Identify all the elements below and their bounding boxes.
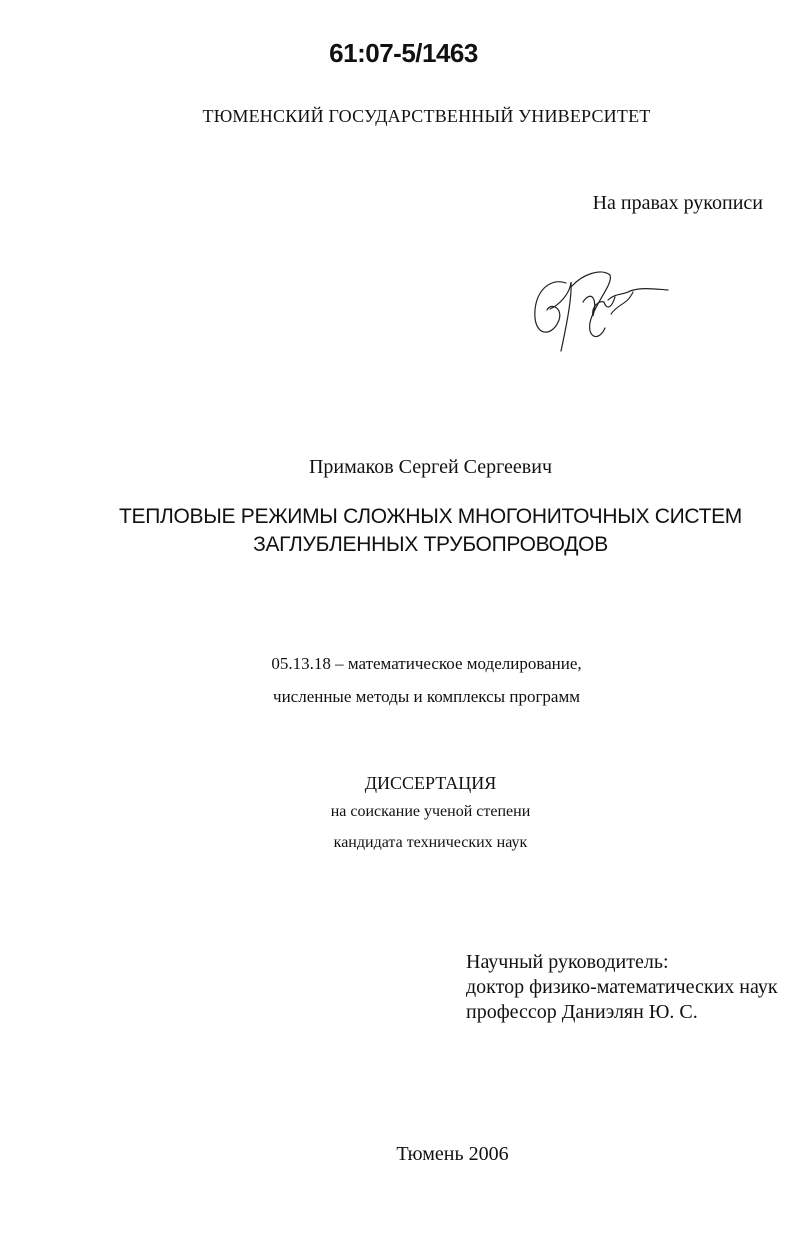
handwritten-signature-icon bbox=[525, 262, 675, 362]
specialty bbox=[30, 647, 793, 713]
supervisor-name: профессор Даниэлян Ю. С. bbox=[466, 1001, 698, 1023]
city-year: Тюмень 2006 bbox=[396, 1143, 509, 1165]
degree-block bbox=[34, 770, 793, 858]
title-line: ТЕПЛОВЫЕ РЕЖИМЫ СЛОЖНЫХ МНОГОНИТОЧНЫХ СИСТЕМ bbox=[119, 505, 742, 528]
supervisor-degree: доктор физико-математических наук bbox=[466, 976, 778, 998]
specialty-line: 05.13.18 – математическое моделирование, bbox=[271, 654, 582, 673]
title-line: ЗАГЛУБЛЕННЫХ ТРУБОПРОВОДОВ bbox=[253, 533, 608, 556]
supervisor-heading: Научный руководитель: bbox=[466, 951, 669, 973]
degree-line: на соискание ученой степени bbox=[330, 803, 531, 820]
supervisor-block bbox=[466, 950, 778, 1025]
degree-heading: ДИССЕРТАЦИЯ bbox=[364, 773, 497, 793]
dissertation-title bbox=[34, 503, 793, 559]
university-name: ТЮМЕНСКИЙ ГОСУДАРСТВЕННЫЙ УНИВЕРСИТЕТ bbox=[202, 106, 651, 126]
specialty-line: численные методы и комплексы программ bbox=[273, 687, 580, 706]
author-name: Примаков Сергей Сергеевич bbox=[308, 456, 553, 478]
manuscript-note: На правах рукописи bbox=[592, 192, 763, 214]
archive-code: 61:07-5/1463 bbox=[329, 38, 478, 68]
degree-line: кандидата технических наук bbox=[333, 834, 528, 851]
